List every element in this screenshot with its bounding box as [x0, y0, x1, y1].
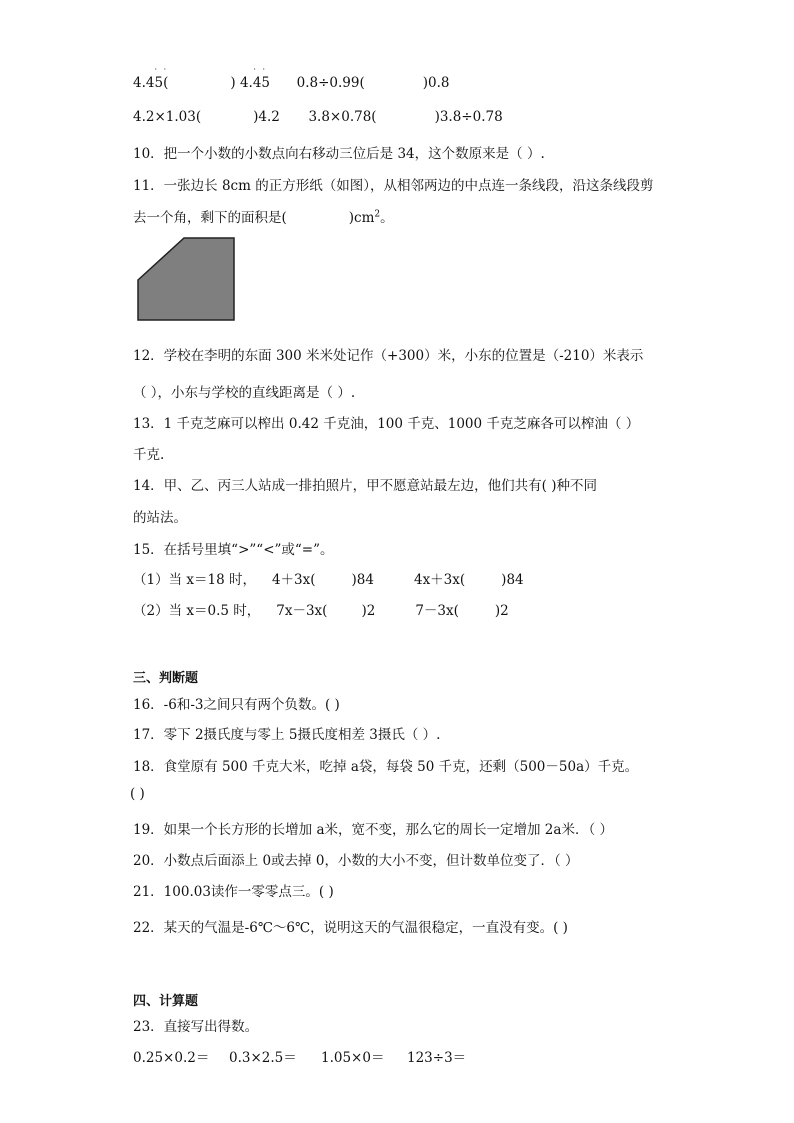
repeat-dots: · ·	[154, 65, 169, 74]
cut-square-figure	[136, 236, 236, 322]
q9-compare-d-right: )4.2	[253, 109, 280, 125]
question-18-line1: 18．食堂原有 500 千克大米，吃掉 a袋，每袋 50 千克，还剩（500－50a）千克。	[133, 759, 639, 775]
question-23-items	[133, 1046, 466, 1066]
question-12-line1: 12．学校在李明的东面 300 米米处记作（+300）米，小东的位置是（-210）米表示	[133, 348, 644, 364]
cut-square-shape	[138, 238, 234, 320]
calc-item: 0.3×2.5＝	[229, 1050, 297, 1066]
question-13-line2: 千克.	[133, 447, 165, 463]
question-21: 21．100.03读作一零零点三。( )	[133, 884, 334, 900]
calc-item: 123÷3＝	[407, 1050, 467, 1066]
section-3-heading: 三、判断题	[133, 671, 199, 686]
question-23-title: 23．直接写出得数。	[133, 1019, 259, 1035]
repeating-decimal-b: 4.4 · · 5	[239, 65, 271, 91]
q9-row1: 4.4 · · 5( ) 4.4 · · 5 0.8÷0.99( )0.8	[133, 65, 450, 91]
question-17: 17．零下 2摄氏度与零上 5摄氏度相差 3摄氏（ ）.	[133, 727, 441, 743]
q9-compare-e-right: )3.8÷0.78	[434, 109, 503, 125]
question-16: 16．-6和-3之间只有两个负数。( )	[133, 697, 340, 713]
section-4-heading: 四、计算题	[133, 994, 199, 1009]
q9-compare-c-left: 0.8÷0.99(	[296, 75, 365, 91]
q9-compare-e-left: 3.8×0.78(	[308, 109, 377, 125]
question-10: 10．把一个小数的小数点向右移动三位后是 34，这个数原来是（ ）.	[133, 146, 545, 162]
question-11-line2: 去一个角，剩下的面积是( )$cm^2$。	[133, 209, 394, 226]
question-18-line2: ( )	[130, 786, 145, 802]
repeating-decimal-a: 4.4 · · 5	[133, 65, 169, 91]
question-15-title: 15．在括号里填“>”“<”或“=”。	[133, 542, 334, 558]
question-15-part1: （1）当 x＝18 时， 4＋3x( )84 4x＋3x( )84	[133, 572, 524, 588]
question-14-line2: 的站法。	[133, 510, 187, 526]
question-14-line1: 14．甲、乙、丙三人站成一排拍照片，甲不愿意站最左边，他们共有( )种不同	[133, 478, 598, 494]
calc-item: 0.25×0.2＝	[133, 1050, 210, 1066]
q9-row2	[133, 109, 503, 125]
question-20: 20．小数点后面添上 0或去掉 0，小数的大小不变，但计数单位变了．（ ）	[133, 853, 579, 869]
question-19: 19．如果一个长方形的长增加 a米，宽不变，那么它的周长一定增加 2a米．（ ）	[133, 822, 613, 838]
repeat-dots: · ·	[253, 65, 268, 74]
q9-compare-c-right: )0.8	[422, 75, 450, 91]
calc-item: 1.05×0＝	[321, 1050, 385, 1066]
q9-compare-d-left: 4.2×1.03(	[133, 109, 202, 125]
superscript-2: 2	[374, 209, 381, 220]
question-22: 22．某天的气温是-6℃～6℃，说明这天的气温很稳定，一直没有变。( )	[133, 920, 568, 936]
question-12-line2: （ ），小东与学校的直线距离是（ ）.	[133, 385, 356, 401]
question-13-line1: 13．1 千克芝麻可以榨出 0.42 千克油，100 千克、1000 千克芝麻各可以榨油（ ）	[133, 416, 640, 432]
question-15-part2: （2）当 x＝0.5 时， 7x－3x( )2 7－3x( )2	[133, 603, 509, 619]
question-11-line1: 11．一张边长 8cm 的正方形纸（如图），从相邻两边的中点连一条线段，沿这条线段剪	[133, 178, 654, 194]
